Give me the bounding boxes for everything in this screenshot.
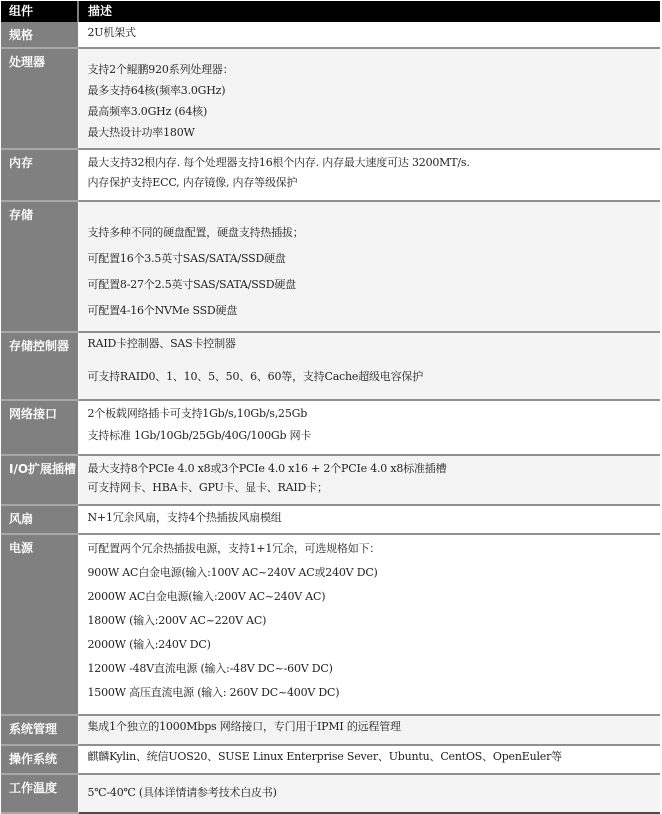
row-value [78, 774, 660, 813]
table-row-operating-system [1, 745, 660, 774]
value-line: 集成1个独立的1000Mbps 网络接口，专门用于IPMI 的远程管理 [87, 720, 401, 733]
table-row-form-factor [1, 22, 660, 48]
value-line: 内存保护支持ECC, 内存镜像, 内存等级保护 [87, 176, 298, 189]
value-line: 2000W AC白金电源(输入:200V AC~240V AC) [87, 590, 326, 603]
row-label: 电源 [1, 534, 78, 715]
row-label: 风扇 [1, 505, 78, 534]
row-value [78, 149, 660, 201]
row-label: I/O扩展插槽 [1, 455, 78, 505]
value-line: 2U机架式 [87, 26, 136, 39]
row-value [78, 505, 660, 534]
value-line: 支持多种不同的硬盘配置，硬盘支持热插拔； [87, 226, 304, 239]
value-line: RAID卡控制器、SAS卡控制器 [87, 337, 236, 350]
row-value [78, 400, 660, 455]
row-value [78, 22, 660, 48]
value-line: 支持2个鲲鹏920系列处理器： [87, 63, 234, 76]
row-value [78, 201, 660, 332]
value-line: 最多支持64核(频率3.0GHz) [87, 84, 226, 97]
row-value [78, 455, 660, 505]
table-row-processor [1, 48, 660, 149]
row-label: 网络接口 [1, 400, 78, 455]
row-label: 存储控制器 [1, 332, 78, 400]
row-label: 处理器 [1, 48, 78, 149]
table-header [1, 1, 660, 22]
value-line: 最高频率3.0GHz (64核) [87, 105, 208, 118]
row-value [78, 534, 660, 715]
table-row-fan [1, 505, 660, 534]
table-row-memory [1, 149, 660, 201]
row-label: 内存 [1, 149, 78, 201]
row-label: 操作系统 [1, 745, 78, 774]
value-line: 最大热设计功率180W [87, 126, 195, 139]
value-line: 2000W (输入:240V DC) [87, 638, 211, 651]
value-line: 支持标准 1Gb/10Gb/25Gb/40G/100Gb 网卡 [87, 429, 312, 442]
value-line: 可配置8-27个2.5英寸SAS/SATA/SSD硬盘 [87, 278, 296, 291]
value-line: 1800W (输入:200V AC~220V AC) [87, 614, 267, 627]
value-line: 最大支持32根内存. 每个处理器支持16根个内存. 内存最大速度可达 3200MT/s. [87, 156, 470, 169]
value-line: 最大支持8个PCIe 4.0 x8或3个PCIe 4.0 x16 + 2个PCIe 4.0 x8标准插槽 [87, 462, 447, 475]
value-line: 可支持网卡、HBA卡、GPU卡、显卡、RAID卡； [87, 481, 328, 494]
row-label: 存储 [1, 201, 78, 332]
value-line: 900W AC白金电源(输入:100V AC~240V AC或240V DC) [87, 566, 378, 579]
table-row-storage [1, 201, 660, 332]
header-description: 描述 [78, 1, 660, 22]
table-row-power-supply [1, 534, 660, 715]
value-line: 可配置两个冗余热插拔电源，支持1+1冗余，可选规格如下： [87, 542, 381, 555]
table-row-network [1, 400, 660, 455]
row-value [78, 332, 660, 400]
spacer [88, 352, 661, 369]
row-label: 系统管理 [1, 715, 78, 745]
row-value [78, 48, 660, 149]
table-row-storage-controller [1, 332, 660, 400]
value-line: 1500W 高压直流电源 (输入: 260V DC~400V DC) [87, 686, 340, 699]
value-line: 5℃-40℃ (具体详情请参考技术白皮书) [87, 786, 277, 799]
row-value [78, 715, 660, 745]
table-row-operating-temperature [1, 774, 660, 813]
row-label: 工作温度 [1, 774, 78, 813]
value-line: 可配置16个3.5英寸SAS/SATA/SSD硬盘 [87, 252, 286, 265]
spec-table [1, 1, 660, 814]
header-component: 组件 [1, 1, 78, 22]
value-line: 2个板载网络插卡可支持1Gb/s,10Gb/s,25Gb [87, 407, 308, 420]
row-label: 规格 [1, 22, 78, 48]
table-row-system-management [1, 715, 660, 745]
value-line: N+1冗余风扇，支持4个热插拔风扇模组 [87, 511, 282, 524]
value-line: 可配置4-16个NVMe SSD硬盘 [87, 304, 238, 317]
value-line: 可支持RAID0、1、10、5、50、6、60等，支持Cache超级电容保护 [87, 370, 424, 383]
row-value [78, 745, 660, 774]
value-line: 1200W -48V直流电源 (输入:-48V DC~-60V DC) [87, 662, 333, 675]
table-row-io-slots [1, 455, 660, 505]
value-line: 麒麟Kylin、统信UOS20、SUSE Linux Enterprise Sever、Ubuntu、CentOS、OpenEuler等 [87, 750, 562, 763]
